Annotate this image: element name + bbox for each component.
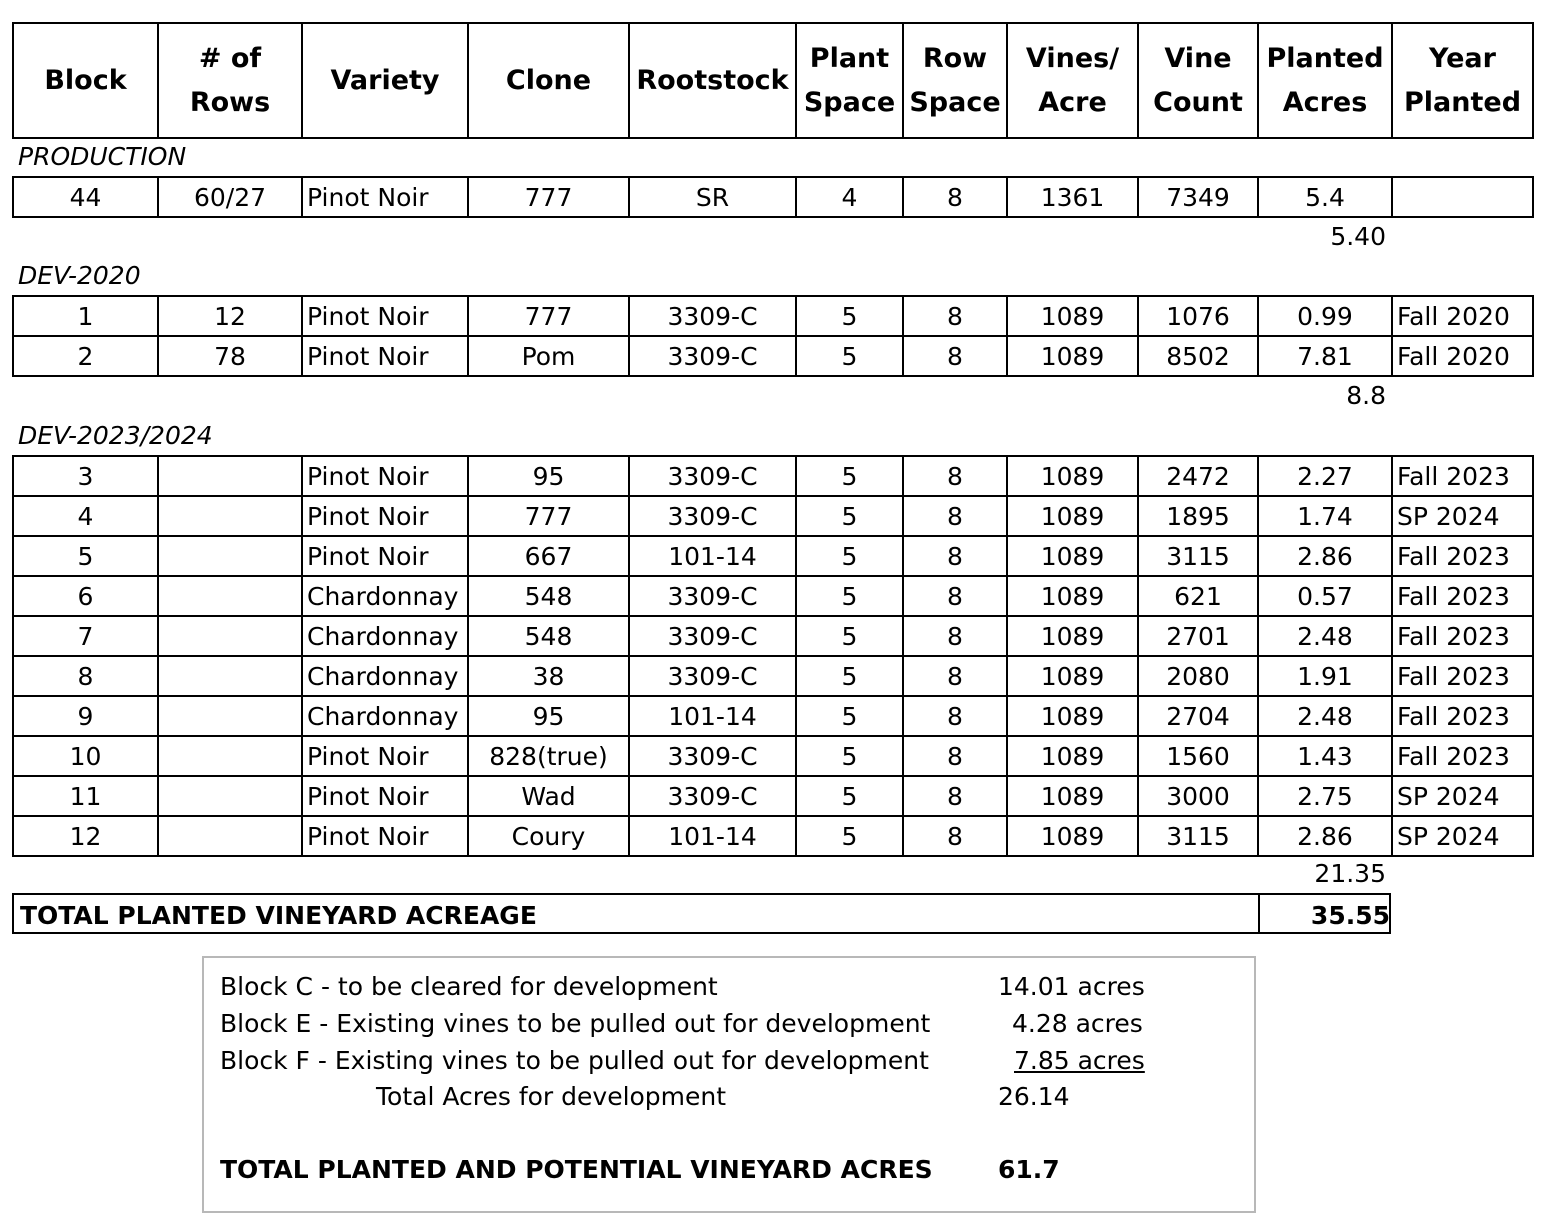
table-row <box>13 177 1533 217</box>
total-acreage-label: TOTAL PLANTED VINEYARD ACREAGE <box>20 901 537 930</box>
header-rows <box>158 23 302 138</box>
cell-plant-space: 5 <box>796 296 903 336</box>
cell-rootstock: 3309-C <box>629 456 796 496</box>
note-block-e-label: Block E - Existing vines to be pulled out for development <box>220 1009 931 1038</box>
cell-vines-per-acre: 1089 <box>1007 536 1138 576</box>
cell-rootstock: 3309-C <box>629 616 796 656</box>
header-clone-line1: Clone <box>505 64 592 96</box>
note-block-f-value: 7.85 acres <box>1014 1046 1145 1075</box>
cell-rows <box>158 696 302 736</box>
cell-row-space: 8 <box>903 177 1007 217</box>
cell-variety: Chardonnay <box>302 616 468 656</box>
cell-plant-space: 5 <box>796 576 903 616</box>
subtotal-production: 5.40 <box>1330 222 1386 251</box>
cell-vines-per-acre: 1089 <box>1007 456 1138 496</box>
header-vine-count <box>1138 23 1258 138</box>
cell-vine-count: 1560 <box>1138 736 1258 776</box>
header-plant-space-line2: Space <box>803 86 896 118</box>
cell-vine-count: 2472 <box>1138 456 1258 496</box>
note-block-c-value: 14.01 acres <box>998 972 1145 1001</box>
cell-rows: 60/27 <box>158 177 302 217</box>
table-row <box>13 496 1533 536</box>
header-plant-space <box>796 23 903 138</box>
cell-vines-per-acre: 1089 <box>1007 736 1138 776</box>
table-row <box>13 696 1533 736</box>
cell-rows <box>158 456 302 496</box>
cell-planted-acres: 1.43 <box>1258 736 1392 776</box>
cell-row-space: 8 <box>903 776 1007 816</box>
cell-vine-count: 1895 <box>1138 496 1258 536</box>
total-acreage-value: 35.55 <box>1310 901 1390 930</box>
cell-vine-count: 3115 <box>1138 816 1258 856</box>
dev-2020-table <box>12 295 1534 377</box>
cell-block: 12 <box>13 816 158 856</box>
table-row <box>13 296 1533 336</box>
cell-vine-count: 8502 <box>1138 336 1258 376</box>
cell-year-planted: SP 2024 <box>1392 496 1533 536</box>
cell-year-planted: Fall 2020 <box>1392 336 1533 376</box>
cell-rows: 78 <box>158 336 302 376</box>
section-label-dev-2023-2024: DEV-2023/2024 <box>18 421 213 450</box>
cell-rootstock: 3309-C <box>629 576 796 616</box>
cell-planted-acres: 2.86 <box>1258 536 1392 576</box>
cell-year-planted: Fall 2023 <box>1392 456 1533 496</box>
cell-clone: 95 <box>468 456 629 496</box>
cell-vine-count: 621 <box>1138 576 1258 616</box>
cell-variety: Pinot Noir <box>302 296 468 336</box>
cell-planted-acres: 0.57 <box>1258 576 1392 616</box>
cell-plant-space: 5 <box>796 496 903 536</box>
cell-vine-count: 2704 <box>1138 696 1258 736</box>
cell-year-planted: Fall 2023 <box>1392 576 1533 616</box>
cell-row-space: 8 <box>903 296 1007 336</box>
cell-block: 10 <box>13 736 158 776</box>
cell-rootstock: 101-14 <box>629 696 796 736</box>
header-planted-acres-line2: Acres <box>1282 86 1368 118</box>
cell-year-planted <box>1392 177 1533 217</box>
cell-rows <box>158 776 302 816</box>
header-vines-per-acre-line2: Acre <box>1038 86 1107 118</box>
cell-rootstock: 101-14 <box>629 536 796 576</box>
subtotal-dev-2023-2024: 21.35 <box>1314 859 1386 888</box>
cell-variety: Pinot Noir <box>302 776 468 816</box>
cell-year-planted: SP 2024 <box>1392 776 1533 816</box>
cell-block: 1 <box>13 296 158 336</box>
cell-vines-per-acre: 1089 <box>1007 696 1138 736</box>
cell-rows: 12 <box>158 296 302 336</box>
cell-clone: Pom <box>468 336 629 376</box>
cell-variety: Pinot Noir <box>302 177 468 217</box>
cell-rootstock: 3309-C <box>629 496 796 536</box>
table-row <box>13 456 1533 496</box>
cell-rootstock: 3309-C <box>629 736 796 776</box>
cell-vine-count: 1076 <box>1138 296 1258 336</box>
cell-row-space: 8 <box>903 696 1007 736</box>
cell-planted-acres: 2.48 <box>1258 696 1392 736</box>
total-acreage-bar <box>12 893 1391 934</box>
table-row <box>13 816 1533 856</box>
cell-vine-count: 2701 <box>1138 616 1258 656</box>
cell-vines-per-acre: 1089 <box>1007 616 1138 656</box>
cell-year-planted: Fall 2023 <box>1392 696 1533 736</box>
cell-plant-space: 5 <box>796 616 903 656</box>
cell-block: 9 <box>13 696 158 736</box>
cell-row-space: 8 <box>903 536 1007 576</box>
header-rows-line1: # of <box>198 42 262 74</box>
table-row <box>13 656 1533 696</box>
cell-plant-space: 5 <box>796 776 903 816</box>
cell-year-planted: Fall 2023 <box>1392 616 1533 656</box>
header-clone <box>468 23 629 138</box>
cell-vine-count: 7349 <box>1138 177 1258 217</box>
cell-variety: Pinot Noir <box>302 536 468 576</box>
note-block-c-label: Block C - to be cleared for development <box>220 972 718 1001</box>
cell-block: 11 <box>13 776 158 816</box>
header-rows-line2: Rows <box>189 86 271 118</box>
cell-row-space: 8 <box>903 336 1007 376</box>
cell-planted-acres: 2.75 <box>1258 776 1392 816</box>
cell-vine-count: 2080 <box>1138 656 1258 696</box>
cell-row-space: 8 <box>903 656 1007 696</box>
cell-rows <box>158 656 302 696</box>
cell-planted-acres: 7.81 <box>1258 336 1392 376</box>
cell-row-space: 8 <box>903 456 1007 496</box>
cell-block: 6 <box>13 576 158 616</box>
cell-planted-acres: 2.48 <box>1258 616 1392 656</box>
cell-block: 7 <box>13 616 158 656</box>
cell-plant-space: 4 <box>796 177 903 217</box>
cell-clone: Coury <box>468 816 629 856</box>
header-row-space-line1: Row <box>922 42 988 74</box>
cell-year-planted: Fall 2023 <box>1392 736 1533 776</box>
header-vine-count-line2: Count <box>1153 86 1243 118</box>
cell-rootstock: SR <box>629 177 796 217</box>
cell-clone: Wad <box>468 776 629 816</box>
cell-rows <box>158 816 302 856</box>
cell-plant-space: 5 <box>796 736 903 776</box>
cell-vines-per-acre: 1089 <box>1007 336 1138 376</box>
header-rootstock <box>629 23 796 138</box>
header-variety-line1: Variety <box>330 64 440 96</box>
cell-block: 3 <box>13 456 158 496</box>
subtotal-dev-2020: 8.8 <box>1346 381 1386 410</box>
cell-rootstock: 3309-C <box>629 296 796 336</box>
header-row <box>13 23 1533 138</box>
cell-rows <box>158 736 302 776</box>
table-row <box>13 776 1533 816</box>
cell-plant-space: 5 <box>796 816 903 856</box>
table-row <box>13 536 1533 576</box>
development-notes-box <box>202 956 1256 1213</box>
header-year-planted <box>1392 23 1533 138</box>
cell-clone: 38 <box>468 656 629 696</box>
cell-rootstock: 3309-C <box>629 656 796 696</box>
header-planted-acres <box>1258 23 1392 138</box>
note-block-e-value: 4.28 acres <box>1012 1009 1143 1038</box>
cell-block: 2 <box>13 336 158 376</box>
cell-year-planted: Fall 2023 <box>1392 656 1533 696</box>
section-label-production: PRODUCTION <box>18 142 187 171</box>
cell-year-planted: Fall 2020 <box>1392 296 1533 336</box>
header-vines-per-acre-line1: Vines/ <box>1025 42 1120 74</box>
cell-plant-space: 5 <box>796 336 903 376</box>
header-row-space <box>903 23 1007 138</box>
header-vines-per-acre <box>1007 23 1138 138</box>
cell-vines-per-acre: 1361 <box>1007 177 1138 217</box>
production-table <box>12 176 1534 218</box>
section-label-dev-2020: DEV-2020 <box>18 261 141 290</box>
table-row <box>13 616 1533 656</box>
cell-variety: Pinot Noir <box>302 336 468 376</box>
header-planted-acres-line1: Planted <box>1266 42 1384 74</box>
cell-plant-space: 5 <box>796 656 903 696</box>
cell-vines-per-acre: 1089 <box>1007 656 1138 696</box>
cell-variety: Pinot Noir <box>302 816 468 856</box>
cell-vines-per-acre: 1089 <box>1007 776 1138 816</box>
cell-clone: 548 <box>468 616 629 656</box>
cell-clone: 548 <box>468 576 629 616</box>
cell-clone: 828(true) <box>468 736 629 776</box>
note-block-f-label: Block F - Existing vines to be pulled out for development <box>220 1046 929 1075</box>
header-row-space-line2: Space <box>909 86 1001 118</box>
cell-rootstock: 3309-C <box>629 776 796 816</box>
header-rootstock-line1: Rootstock <box>636 64 789 96</box>
cell-variety: Pinot Noir <box>302 456 468 496</box>
cell-row-space: 8 <box>903 496 1007 536</box>
header-year-planted-line1: Year <box>1429 42 1496 74</box>
note-dev-total-label: Total Acres for development <box>376 1082 727 1111</box>
cell-planted-acres: 2.86 <box>1258 816 1392 856</box>
table-row <box>13 576 1533 616</box>
cell-rootstock: 101-14 <box>629 816 796 856</box>
cell-plant-space: 5 <box>796 696 903 736</box>
cell-plant-space: 5 <box>796 456 903 496</box>
note-grand-total-value: 61.7 <box>998 1155 1060 1184</box>
cell-rows <box>158 576 302 616</box>
cell-variety: Chardonnay <box>302 656 468 696</box>
header-block <box>13 23 158 138</box>
cell-block: 8 <box>13 656 158 696</box>
header-block-line1: Block <box>44 64 127 96</box>
cell-row-space: 8 <box>903 736 1007 776</box>
cell-planted-acres: 0.99 <box>1258 296 1392 336</box>
cell-block: 44 <box>13 177 158 217</box>
cell-planted-acres: 1.74 <box>1258 496 1392 536</box>
header-year-planted-line2: Planted <box>1403 86 1522 118</box>
cell-vines-per-acre: 1089 <box>1007 496 1138 536</box>
cell-block: 5 <box>13 536 158 576</box>
note-dev-total-value: 26.14 <box>998 1082 1070 1111</box>
cell-plant-space: 5 <box>796 536 903 576</box>
cell-vine-count: 3000 <box>1138 776 1258 816</box>
cell-variety: Chardonnay <box>302 576 468 616</box>
cell-vine-count: 3115 <box>1138 536 1258 576</box>
cell-clone: 777 <box>468 296 629 336</box>
table-row <box>13 736 1533 776</box>
cell-variety: Chardonnay <box>302 696 468 736</box>
header-plant-space-line1: Plant <box>809 42 890 74</box>
cell-row-space: 8 <box>903 616 1007 656</box>
cell-planted-acres: 2.27 <box>1258 456 1392 496</box>
header-variety <box>302 23 468 138</box>
cell-clone: 667 <box>468 536 629 576</box>
cell-planted-acres: 1.91 <box>1258 656 1392 696</box>
cell-rows <box>158 536 302 576</box>
dev-2023-2024-table <box>12 455 1534 857</box>
cell-rows <box>158 496 302 536</box>
cell-clone: 95 <box>468 696 629 736</box>
cell-clone: 777 <box>468 177 629 217</box>
cell-clone: 777 <box>468 496 629 536</box>
header-table <box>12 22 1534 139</box>
header-vine-count-line1: Vine <box>1164 42 1232 74</box>
cell-block: 4 <box>13 496 158 536</box>
cell-variety: Pinot Noir <box>302 736 468 776</box>
cell-variety: Pinot Noir <box>302 496 468 536</box>
cell-vines-per-acre: 1089 <box>1007 296 1138 336</box>
table-row <box>13 336 1533 376</box>
cell-rootstock: 3309-C <box>629 336 796 376</box>
note-grand-total-label: TOTAL PLANTED AND POTENTIAL VINEYARD ACRES <box>220 1155 933 1184</box>
cell-vines-per-acre: 1089 <box>1007 816 1138 856</box>
cell-year-planted: Fall 2023 <box>1392 536 1533 576</box>
cell-year-planted: SP 2024 <box>1392 816 1533 856</box>
cell-planted-acres: 5.4 <box>1258 177 1392 217</box>
cell-row-space: 8 <box>903 816 1007 856</box>
cell-vines-per-acre: 1089 <box>1007 576 1138 616</box>
cell-rows <box>158 616 302 656</box>
cell-row-space: 8 <box>903 576 1007 616</box>
